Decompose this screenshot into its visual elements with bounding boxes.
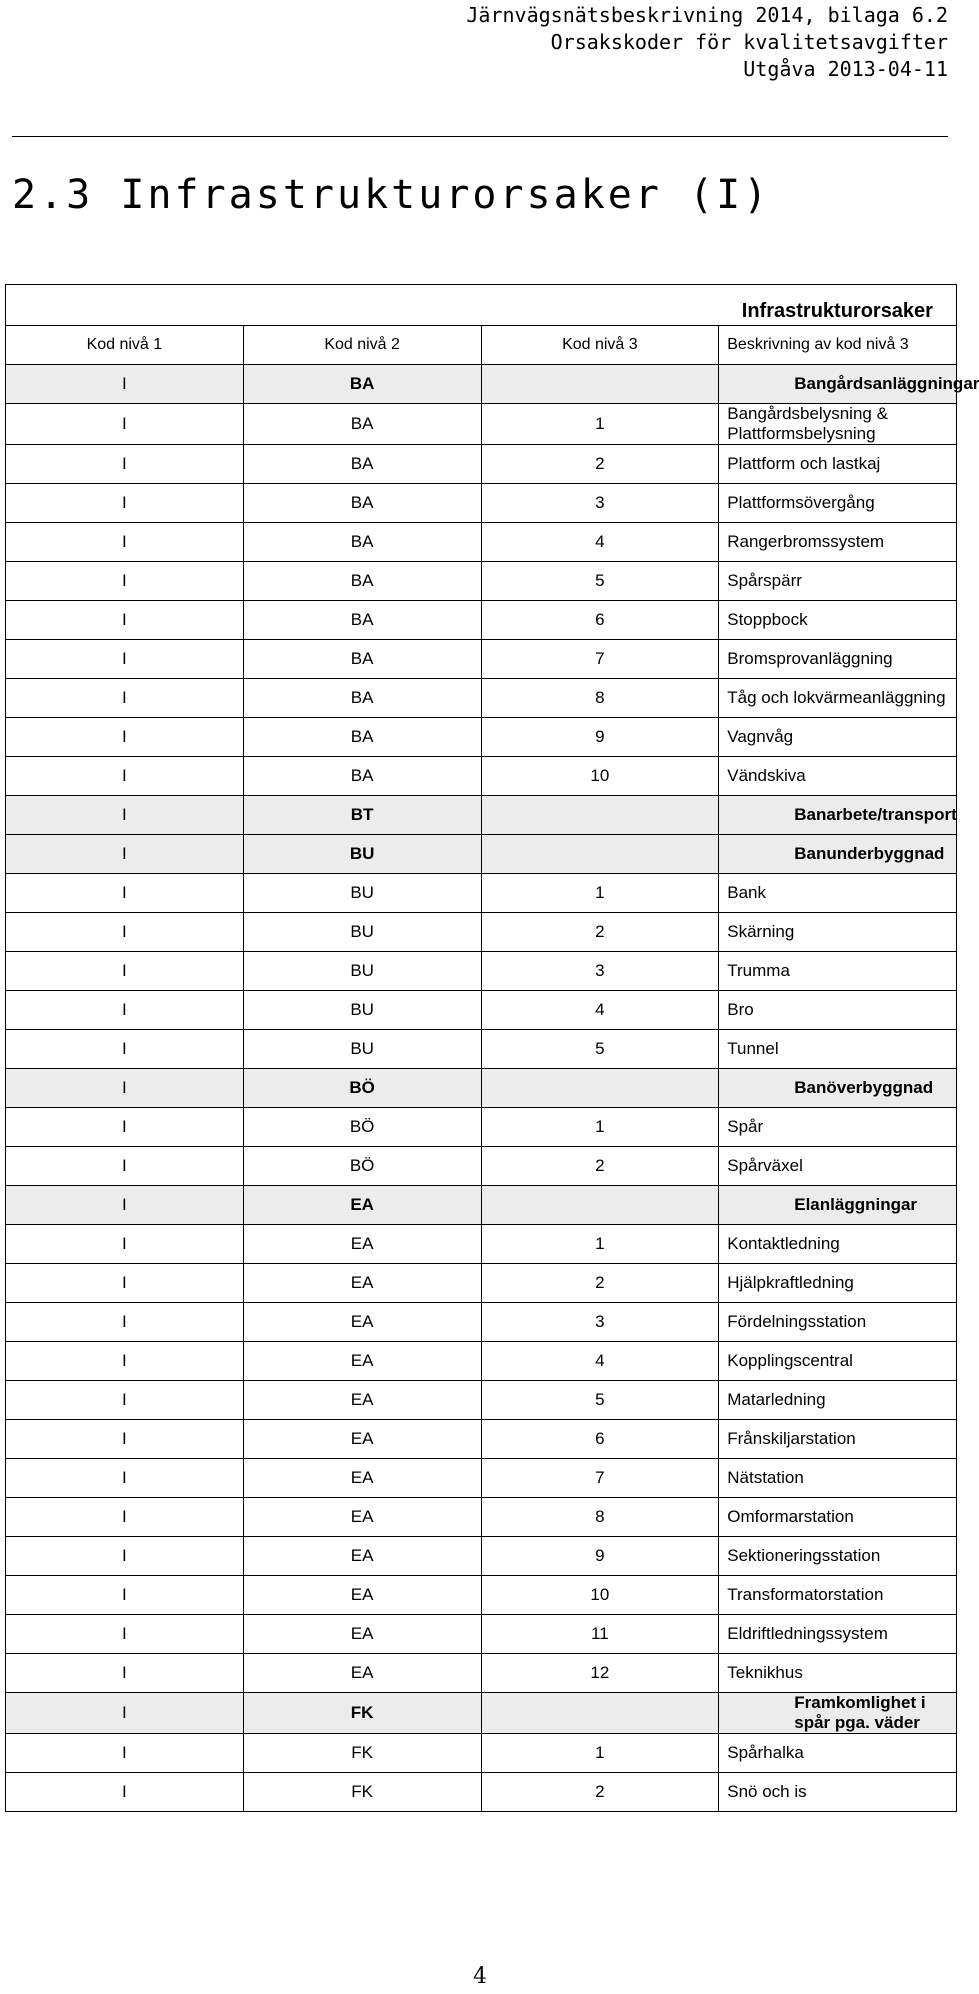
table-row — [6, 1147, 957, 1186]
code-description: Banarbete/transport — [719, 796, 957, 835]
table-title-spacer — [6, 285, 719, 326]
code-description: Omformarstation — [719, 1498, 957, 1537]
code-level-2: BU — [243, 952, 481, 991]
table-title: Infrastrukturorsaker — [719, 285, 957, 326]
table-row — [6, 404, 957, 445]
code-level-3 — [481, 1069, 719, 1108]
code-level-1: I — [6, 952, 244, 991]
code-level-1: I — [6, 1773, 244, 1812]
code-level-1: I — [6, 404, 244, 445]
code-level-2: BÖ — [243, 1069, 481, 1108]
code-level-3 — [481, 1693, 719, 1734]
code-level-2: BU — [243, 1030, 481, 1069]
code-description: Snö och is — [719, 1773, 957, 1812]
header-divider — [12, 136, 948, 137]
code-level-3: 10 — [481, 757, 719, 796]
code-level-1: I — [6, 874, 244, 913]
table-group-row — [6, 365, 957, 404]
code-level-2: EA — [243, 1498, 481, 1537]
code-description: Elanläggningar — [719, 1186, 957, 1225]
table-row — [6, 1225, 957, 1264]
code-level-3: 5 — [481, 1030, 719, 1069]
code-level-2: EA — [243, 1342, 481, 1381]
code-description: Hjälpkraftledning — [719, 1264, 957, 1303]
column-header-row — [6, 326, 957, 365]
table-row — [6, 679, 957, 718]
table-group-row — [6, 1186, 957, 1225]
table-row — [6, 1459, 957, 1498]
code-level-3: 1 — [481, 1108, 719, 1147]
code-level-3: 1 — [481, 1225, 719, 1264]
table-row — [6, 601, 957, 640]
code-level-3: 8 — [481, 679, 719, 718]
code-level-3: 6 — [481, 601, 719, 640]
table-row — [6, 913, 957, 952]
code-level-1: I — [6, 1381, 244, 1420]
table-row — [6, 757, 957, 796]
code-level-3: 6 — [481, 1420, 719, 1459]
table-row — [6, 1773, 957, 1812]
code-level-3: 2 — [481, 1773, 719, 1812]
code-level-3: 12 — [481, 1654, 719, 1693]
table-row — [6, 952, 957, 991]
code-level-1: I — [6, 1498, 244, 1537]
code-level-3: 7 — [481, 1459, 719, 1498]
code-level-3: 2 — [481, 445, 719, 484]
code-level-3: 3 — [481, 1303, 719, 1342]
code-level-3: 4 — [481, 991, 719, 1030]
code-level-3: 9 — [481, 1537, 719, 1576]
code-level-3 — [481, 1186, 719, 1225]
code-level-2: BA — [243, 679, 481, 718]
code-description: Skärning — [719, 913, 957, 952]
code-level-3 — [481, 796, 719, 835]
code-description: Bangårdsbelysning & Plattformsbelysning — [719, 404, 957, 445]
table-row — [6, 991, 957, 1030]
table-row — [6, 874, 957, 913]
table-row — [6, 1303, 957, 1342]
table-group-row — [6, 796, 957, 835]
table-row — [6, 562, 957, 601]
code-description: Stoppbock — [719, 601, 957, 640]
code-level-1: I — [6, 796, 244, 835]
code-level-3: 4 — [481, 523, 719, 562]
code-level-1: I — [6, 1459, 244, 1498]
code-level-2: FK — [243, 1693, 481, 1734]
code-level-3: 4 — [481, 1342, 719, 1381]
code-description: Spårhalka — [719, 1734, 957, 1773]
code-level-1: I — [6, 640, 244, 679]
code-description: Spårväxel — [719, 1147, 957, 1186]
code-level-1: I — [6, 1108, 244, 1147]
code-level-2: BA — [243, 640, 481, 679]
code-level-1: I — [6, 1654, 244, 1693]
table-row — [6, 1498, 957, 1537]
code-level-3: 3 — [481, 952, 719, 991]
code-level-2: EA — [243, 1420, 481, 1459]
code-level-2: BU — [243, 991, 481, 1030]
table-row — [6, 718, 957, 757]
code-level-1: I — [6, 1693, 244, 1734]
code-level-2: BU — [243, 874, 481, 913]
code-description: Spår — [719, 1108, 957, 1147]
code-description: Teknikhus — [719, 1654, 957, 1693]
code-level-2: EA — [243, 1459, 481, 1498]
code-level-3 — [481, 365, 719, 404]
code-level-3: 7 — [481, 640, 719, 679]
code-description: Matarledning — [719, 1381, 957, 1420]
table-row — [6, 1734, 957, 1773]
code-description: Tåg och lokvärmeanläggning — [719, 679, 957, 718]
code-level-3: 1 — [481, 1734, 719, 1773]
code-level-1: I — [6, 1030, 244, 1069]
table-row — [6, 523, 957, 562]
code-level-2: BA — [243, 404, 481, 445]
code-description: Bank — [719, 874, 957, 913]
table-row — [6, 1654, 957, 1693]
code-description: Bro — [719, 991, 957, 1030]
code-level-1: I — [6, 991, 244, 1030]
code-level-1: I — [6, 1303, 244, 1342]
code-level-2: BA — [243, 484, 481, 523]
code-level-2: BA — [243, 601, 481, 640]
code-description: Banöverbyggnad — [719, 1069, 957, 1108]
code-description: Fördelningsstation — [719, 1303, 957, 1342]
code-level-2: BU — [243, 835, 481, 874]
table-row — [6, 1576, 957, 1615]
code-level-2: EA — [243, 1264, 481, 1303]
code-level-2: EA — [243, 1225, 481, 1264]
code-level-2: BA — [243, 365, 481, 404]
code-level-2: BA — [243, 718, 481, 757]
code-level-2: FK — [243, 1773, 481, 1812]
table-row — [6, 1381, 957, 1420]
code-level-1: I — [6, 445, 244, 484]
code-level-2: BÖ — [243, 1108, 481, 1147]
code-level-2: BA — [243, 523, 481, 562]
code-level-1: I — [6, 1734, 244, 1773]
code-description: Vagnvåg — [719, 718, 957, 757]
code-level-2: BA — [243, 445, 481, 484]
code-level-1: I — [6, 601, 244, 640]
table-row — [6, 640, 957, 679]
cause-code-table — [5, 284, 979, 1812]
code-description: Bangårdsanläggningar — [719, 365, 957, 404]
table-group-row — [6, 1069, 957, 1108]
table-row — [6, 1264, 957, 1303]
code-level-1: I — [6, 1186, 244, 1225]
code-level-3: 2 — [481, 913, 719, 952]
code-description: Kopplingscentral — [719, 1342, 957, 1381]
table-title-row — [6, 285, 957, 326]
code-level-2: BÖ — [243, 1147, 481, 1186]
code-level-2: EA — [243, 1537, 481, 1576]
code-description: Plattform och lastkaj — [719, 445, 957, 484]
code-level-1: I — [6, 913, 244, 952]
code-level-1: I — [6, 1147, 244, 1186]
column-header-kod-niva-2: Kod nivå 2 — [243, 326, 481, 365]
code-level-1: I — [6, 835, 244, 874]
code-description: Bromsprovanläggning — [719, 640, 957, 679]
header-document-title: Järnvägsnätsbeskrivning 2014, bilaga 6.2 — [466, 3, 948, 27]
code-level-2: EA — [243, 1381, 481, 1420]
code-level-3 — [481, 835, 719, 874]
code-level-2: BT — [243, 796, 481, 835]
code-level-2: EA — [243, 1303, 481, 1342]
code-level-1: I — [6, 1576, 244, 1615]
code-level-1: I — [6, 562, 244, 601]
code-level-1: I — [6, 1264, 244, 1303]
code-level-2: BU — [243, 913, 481, 952]
table-row — [6, 1342, 957, 1381]
code-level-1: I — [6, 679, 244, 718]
code-level-2: BA — [243, 757, 481, 796]
header-document-subtitle: Orsakskoder för kvalitetsavgifter — [550, 30, 948, 54]
code-level-3: 2 — [481, 1264, 719, 1303]
code-level-2: EA — [243, 1615, 481, 1654]
code-level-1: I — [6, 523, 244, 562]
code-level-2: EA — [243, 1186, 481, 1225]
code-description: Tunnel — [719, 1030, 957, 1069]
column-header-beskrivning: Beskrivning av kod nivå 3 — [719, 326, 957, 365]
code-level-1: I — [6, 365, 244, 404]
code-description: Rangerbromssystem — [719, 523, 957, 562]
code-description: Plattformsövergång — [719, 484, 957, 523]
table-group-row — [6, 835, 957, 874]
code-level-2: EA — [243, 1654, 481, 1693]
code-level-1: I — [6, 718, 244, 757]
code-level-3: 3 — [481, 484, 719, 523]
code-level-1: I — [6, 1537, 244, 1576]
section-title: 2.3 Infrastrukturorsaker (I) — [12, 172, 771, 218]
code-level-3: 5 — [481, 562, 719, 601]
code-level-1: I — [6, 1069, 244, 1108]
code-level-1: I — [6, 484, 244, 523]
code-level-1: I — [6, 1342, 244, 1381]
code-level-3: 10 — [481, 1576, 719, 1615]
code-description: Nätstation — [719, 1459, 957, 1498]
code-description: Sektioneringsstation — [719, 1537, 957, 1576]
table-row — [6, 1420, 957, 1459]
code-description: Banunderbyggnad — [719, 835, 957, 874]
table-group-row — [6, 1693, 957, 1734]
code-level-2: BA — [243, 562, 481, 601]
code-level-3: 1 — [481, 404, 719, 445]
code-level-2: EA — [243, 1576, 481, 1615]
code-level-3: 5 — [481, 1381, 719, 1420]
table-row — [6, 445, 957, 484]
code-level-3: 11 — [481, 1615, 719, 1654]
code-level-3: 2 — [481, 1147, 719, 1186]
code-description: Spårspärr — [719, 562, 957, 601]
code-level-1: I — [6, 1225, 244, 1264]
column-header-kod-niva-3: Kod nivå 3 — [481, 326, 719, 365]
code-level-3: 8 — [481, 1498, 719, 1537]
code-level-1: I — [6, 1420, 244, 1459]
code-description: Trumma — [719, 952, 957, 991]
code-level-3: 1 — [481, 874, 719, 913]
table-row — [6, 1615, 957, 1654]
column-header-kod-niva-1: Kod nivå 1 — [6, 326, 244, 365]
header-edition-date: Utgåva 2013-04-11 — [743, 57, 948, 81]
code-level-1: I — [6, 757, 244, 796]
table-row — [6, 1030, 957, 1069]
code-level-2: FK — [243, 1734, 481, 1773]
code-description: Frånskiljarstation — [719, 1420, 957, 1459]
document-header — [466, 2, 948, 83]
code-level-3: 9 — [481, 718, 719, 757]
code-description: Transformatorstation — [719, 1576, 957, 1615]
table-row — [6, 1537, 957, 1576]
table-row — [6, 1108, 957, 1147]
code-description: Kontaktledning — [719, 1225, 957, 1264]
code-description: Vändskiva — [719, 757, 957, 796]
page-number: 4 — [473, 1964, 487, 1989]
code-description: Framkomlighet i spår pga. väder — [719, 1693, 957, 1734]
table-row — [6, 484, 957, 523]
code-level-1: I — [6, 1615, 244, 1654]
code-description: Eldriftledningssystem — [719, 1615, 957, 1654]
